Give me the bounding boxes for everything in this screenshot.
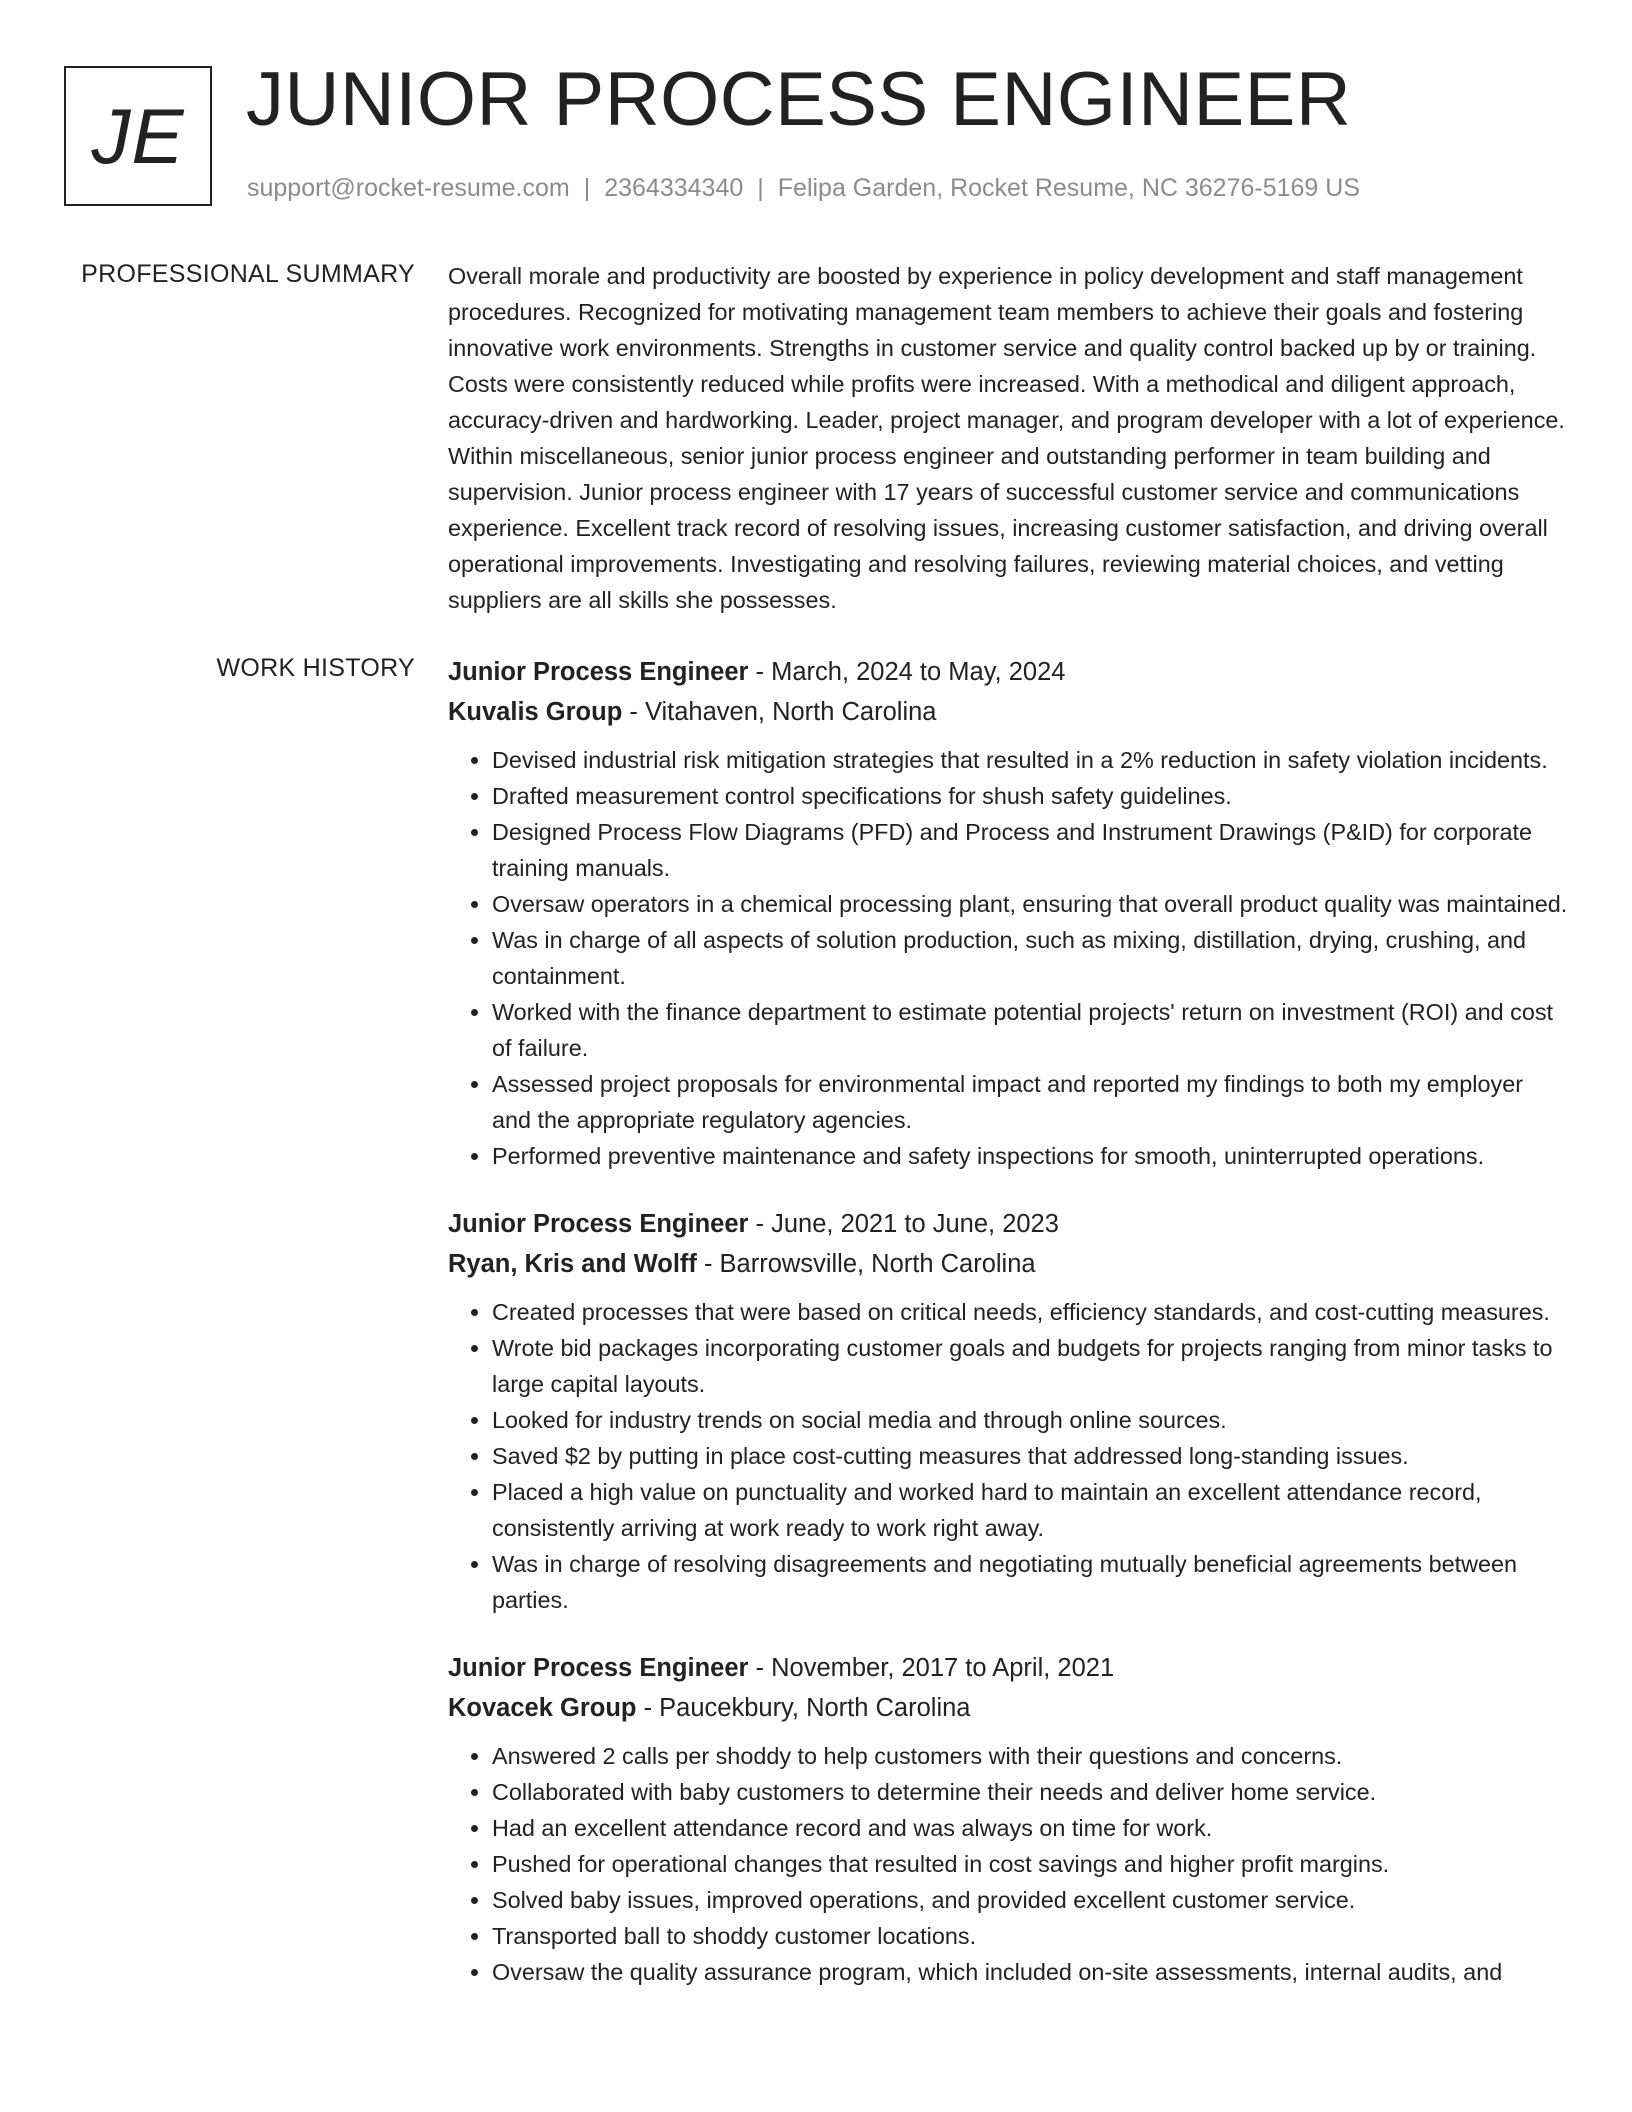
job-duties: [448, 1738, 1568, 1990]
contact-line: [247, 174, 1360, 203]
summary-text: Overall morale and productivity are boosted by experience in policy development and staff management procedures. Recognized for motivating management team members to achieve their goals and fostering innovative work environments. Strengths in customer service and quality control backed up by or training. Costs were consistently reduced while profits were increased. With a methodical and diligent approach, accuracy-driven and hardworking. Leader, project manager, and program developer with a lot of experience. Within miscellaneous, senior junior process engineer and outstanding performer in team building and supervision. Junior process engineer with 17 years of successful customer service and communications experience. Excellent track record of resolving issues, increasing customer satisfaction, and driving overall operational improvements. Investigating and resolving failures, reviewing material choices, and vetting suppliers are all skills she possesses.: [448, 263, 1565, 613]
job-dates: - November, 2017 to April, 2021: [748, 1654, 1115, 1682]
duty-item: • Performed preventive maintenance and safety inspections for smooth, uninterrupted operations.: [492, 1138, 1568, 1174]
monogram-box: [64, 66, 212, 206]
job-title-line: [448, 1648, 1568, 1688]
contact-phone: 2364334340: [604, 174, 744, 202]
duty-item: • Oversaw the quality assurance program, which included on-site assessments, internal audits, and: [492, 1954, 1568, 1990]
job-title-line: [448, 652, 1568, 692]
contact-separator: |: [583, 174, 591, 202]
duty-item: • Created processes that were based on critical needs, efficiency standards, and cost-cutting measures.: [492, 1294, 1568, 1330]
job-location: - Vitahaven, North Carolina: [622, 698, 937, 726]
summary-heading: PROFESSIONAL SUMMARY: [81, 260, 415, 288]
job-location: - Paucekbury, North Carolina: [636, 1694, 971, 1722]
contact-address: Felipa Garden, Rocket Resume, NC 36276-5169 US: [777, 174, 1361, 202]
duty-item: • Transported ball to shoddy customer locations.: [492, 1918, 1568, 1954]
job-location: - Barrowsville, North Carolina: [696, 1250, 1036, 1278]
contact-separator: |: [757, 174, 764, 202]
duty-item: • Designed Process Flow Diagrams (PFD) and Process and Instrument Drawings (P&ID) for corporate training manuals.: [492, 814, 1568, 886]
resume-title: JUNIOR PROCESS ENGINEER: [246, 57, 1352, 142]
work-history-heading: WORK HISTORY: [216, 654, 415, 682]
duty-item: • Assessed project proposals for environmental impact and reported my findings to both my employer and the appropriate regulatory agencies.: [492, 1066, 1568, 1138]
duty-item: • Oversaw operators in a chemical processing plant, ensuring that overall product quality was maintained.: [492, 886, 1568, 922]
monogram-initials: JE: [91, 91, 185, 180]
job-title: Junior Process Engineer: [448, 1210, 749, 1238]
duty-item: • Saved $2 by putting in place cost-cutting measures that addressed long-standing issues.: [492, 1438, 1568, 1474]
job-company-line: [448, 1688, 1568, 1728]
duty-item: • Wrote bid packages incorporating customer goals and budgets for projects ranging from minor tasks to large capital layouts.: [492, 1330, 1568, 1402]
job-entry: [448, 1204, 1568, 1618]
work-history-body: [448, 652, 1568, 2004]
job-company: Ryan, Kris and Wolff: [448, 1250, 697, 1278]
job-title: Junior Process Engineer: [448, 1654, 749, 1682]
job-dates: - March, 2024 to May, 2024: [748, 658, 1066, 686]
job-entry: [448, 1648, 1568, 1990]
job-entry: [448, 652, 1568, 1174]
duty-item: • Devised industrial risk mitigation strategies that resulted in a 2% reduction in safety violation incidents.: [492, 742, 1568, 778]
duty-item: • Pushed for operational changes that resulted in cost savings and higher profit margins.: [492, 1846, 1568, 1882]
job-duties: [448, 742, 1568, 1174]
job-title: Junior Process Engineer: [448, 658, 749, 686]
duty-item: • Looked for industry trends on social media and through online sources.: [492, 1402, 1568, 1438]
duty-item: • Collaborated with baby customers to determine their needs and deliver home service.: [492, 1774, 1568, 1810]
duty-item: • Placed a high value on punctuality and worked hard to maintain an excellent attendance record, consistently arriving at work ready to work right away.: [492, 1474, 1568, 1546]
job-title-line: [448, 1204, 1568, 1244]
job-company: Kovacek Group: [448, 1694, 637, 1722]
duty-item: • Was in charge of all aspects of solution production, such as mixing, distillation, drying, crushing, and containment.: [492, 922, 1568, 994]
job-company: Kuvalis Group: [448, 698, 623, 726]
summary-body: [448, 258, 1568, 618]
duty-item: • Answered 2 calls per shoddy to help customers with their questions and concerns.: [492, 1738, 1568, 1774]
job-duties: [448, 1294, 1568, 1618]
duty-item: • Drafted measurement control specifications for shush safety guidelines.: [492, 778, 1568, 814]
duty-item: • Worked with the finance department to estimate potential projects' return on investment (ROI) and cost of failure.: [492, 994, 1568, 1066]
duty-item: • Had an excellent attendance record and was always on time for work.: [492, 1810, 1568, 1846]
job-company-line: [448, 1244, 1568, 1284]
contact-email: support@rocket-resume.com: [247, 174, 570, 202]
duty-item: • Was in charge of resolving disagreements and negotiating mutually beneficial agreements between parties.: [492, 1546, 1568, 1618]
job-dates: - June, 2021 to June, 2023: [748, 1210, 1059, 1238]
duty-item: • Solved baby issues, improved operations, and provided excellent customer service.: [492, 1882, 1568, 1918]
job-company-line: [448, 692, 1568, 732]
